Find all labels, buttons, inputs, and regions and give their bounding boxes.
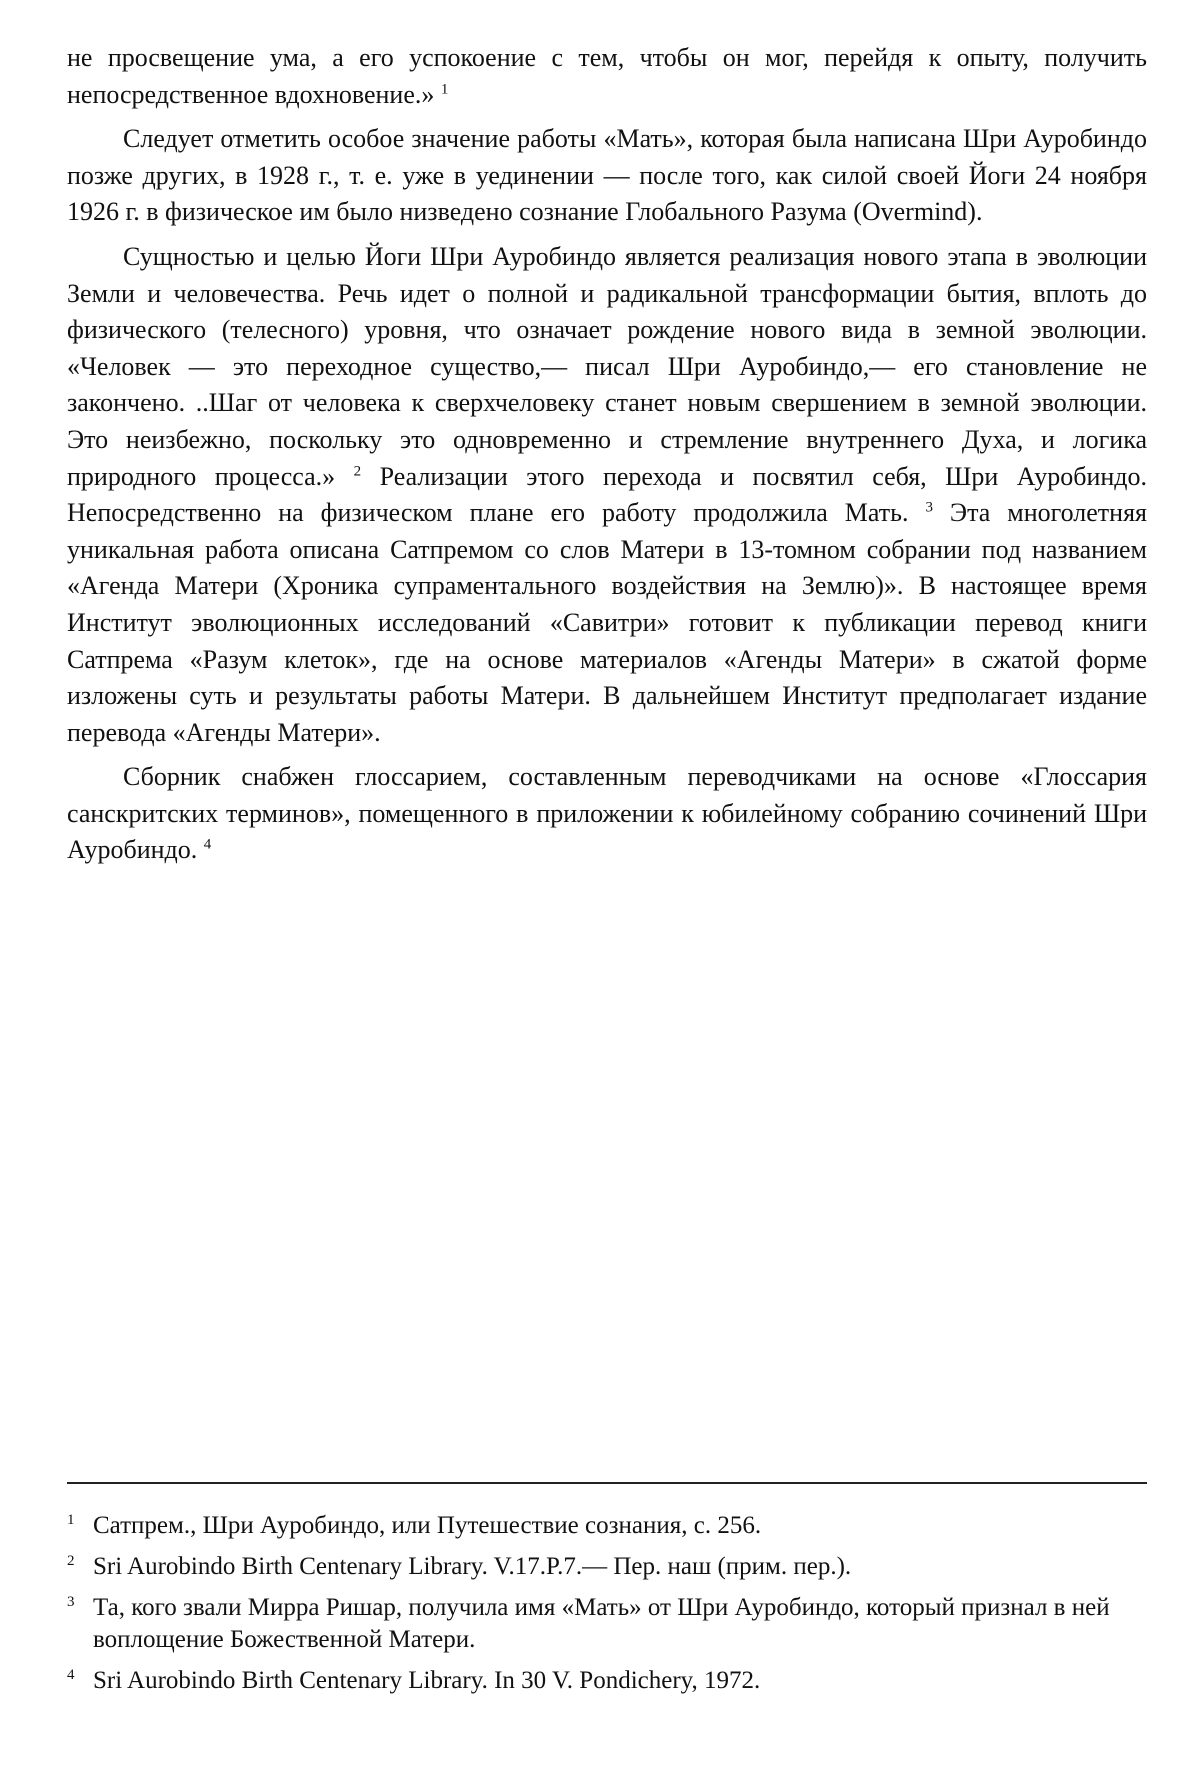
footnote-1 (67, 1510, 1147, 1542)
footnote-text: Та, кого звали Мирра Ришар, получила имя «Мать» от Шри Ауробиндо, который признал в ней воплощение Божественной Матери. (93, 1594, 1110, 1653)
paragraph-3-text-b: Реализации этого перехода и посвятил себя, Шри Ауробиндо. Непосредственно на физическом плане его работу продолжила Мать. (67, 461, 1148, 528)
paragraph-2-text: Следует отметить особое значение работы «Мать», которая была написана Шри Ауробиндо позже других, в 1928 г., т. е. уже в уединении — после того, как силой своей Йоги 24 ноября 1926 г. в физическое им было низведено сознание Глобального Разума (Overmind). (67, 124, 1147, 227)
footnote-number: 3 (67, 1594, 75, 1610)
paragraph-4 (67, 759, 1147, 869)
footnote-text: Sri Aurobindo Birth Centenary Library. In 30 V. Pondichery, 1972. (93, 1667, 761, 1694)
paragraph-4-text: Сборник снабжен глоссарием, составленным переводчиками на основе «Глоссария санскритских терминов», помещенного в приложении к юбилейному собранию сочинений Шри Ауробиндо. (67, 762, 1147, 865)
paragraph-1 (67, 40, 1147, 113)
footnote-divider (67, 1482, 1147, 1484)
footnote-ref-4[interactable]: 4 (203, 836, 212, 853)
footnote-text: Сатпрем., Шри Ауробиндо, или Путешествие сознания, с. 256. (93, 1512, 762, 1539)
footnote-text: Sri Aurobindo Birth Centenary Library. V.17.P.7.— Пер. наш (прим. пер.). (93, 1553, 852, 1580)
footnote-ref-1[interactable]: 1 (440, 80, 449, 97)
footnote-number: 2 (67, 1553, 75, 1569)
footnote-ref-3[interactable]: 3 (925, 499, 933, 516)
footnote-ref-2[interactable]: 2 (353, 462, 362, 479)
footnotes (67, 1510, 1147, 1706)
paragraph-2 (67, 121, 1147, 231)
footnote-3 (67, 1592, 1147, 1656)
footnote-2 (67, 1551, 1147, 1583)
paragraph-1-text: не просвещение ума, а его успокоение с тем, чтобы он мог, перейдя к опыту, получить непосредственное вдохновение.» (67, 43, 1147, 109)
footnote-number: 1 (67, 1512, 75, 1528)
main-text (67, 40, 1147, 869)
footnote-number: 4 (67, 1667, 75, 1683)
footnote-4 (67, 1665, 1147, 1697)
paragraph-3-text-a: Сущностью и целью Йоги Шри Ауробиндо является реализация нового этапа в эволюции Земли и человечества. Речь идет о полной и радикальной трансформации бытия, вплоть до физического (телесного) уровня, что означает рождение нового вида в земной эволюции. «Человек — это переходное существо,— писал Шри Ауробиндо,— его становление не закончено. ..Шаг от человека к сверхчеловеку станет новым свершением в земной эволюции. Это неизбежно, поскольку это одновременно и стремление внутреннего Духа, и логика природного процесса.» (67, 241, 1147, 491)
paragraph-3-text-c: Эта многолетняя уникальная работа описана Сатпремом со слов Матери в 13-томном собрании под названием «Агенда Матери (Хроника супраментального воздействия на Землю)». В настоящее время Институт эволюционных исследований «Савитри» готовит к публикации перевод книги Сатпрема «Разум клеток», где на основе материалов «Агенды Матери» в сжатой форме изложены суть и результаты работы Матери. В дальнейшем Институт предполагает издание перевода «Агенды Матери». (67, 498, 1148, 747)
paragraph-3 (67, 239, 1147, 751)
